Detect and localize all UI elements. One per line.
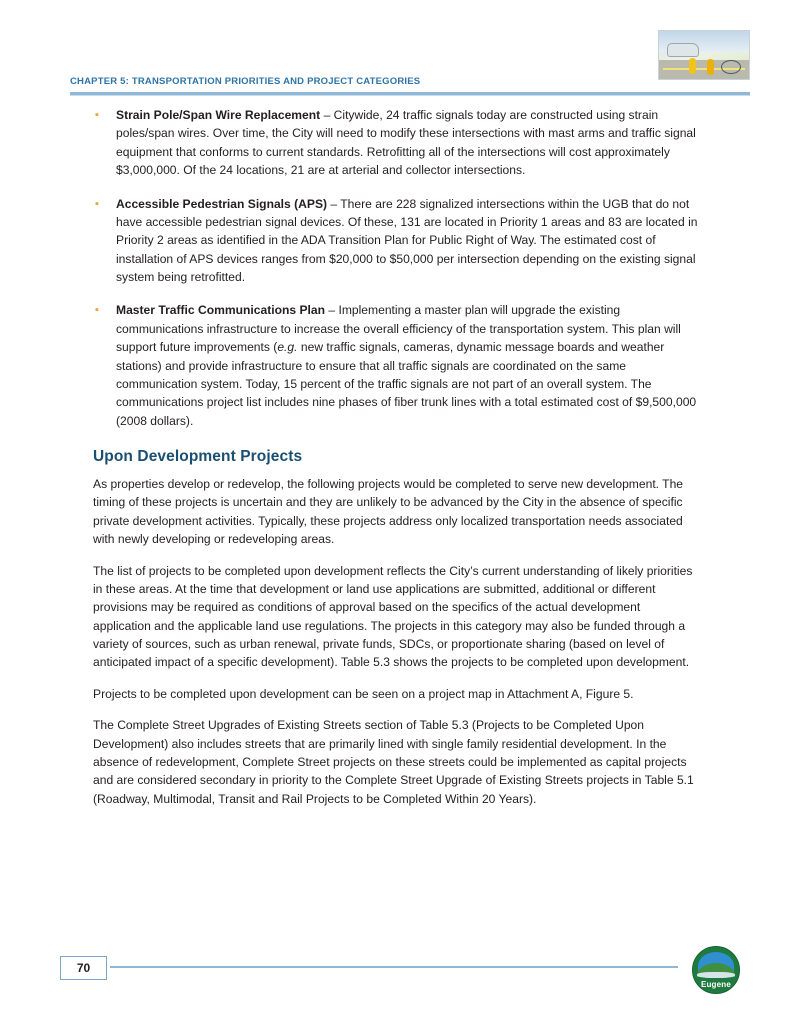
section-heading: Upon Development Projects (93, 448, 303, 465)
logo-water (697, 972, 735, 978)
bullet-list (93, 106, 701, 430)
photo-car-icon (667, 43, 699, 57)
list-item-lead: Strain Pole/Span Wire Replacement (116, 108, 321, 122)
page-footer (60, 938, 740, 990)
list-item-lead: Accessible Pedestrian Signals (APS) (116, 196, 328, 211)
logo-label: Eugene (700, 980, 732, 989)
photo-bicycle-icon (721, 60, 741, 74)
list-item-text: – There are 228 signalized intersections within the UGB that do not have accessible pedestrian signal devices. Of these, 131 are located in Priority 1 areas and 83 are located in Priority 2 areas as identified in the ADA Transition Plan for Public Right of Way. The estimated cost of installation of APS devices ranges from $20,000 to $50,000 per intersection depending on the existing signal system being retrofitted. (116, 196, 698, 284)
list-item (93, 106, 701, 180)
bullet-marker-icon: ▪ (95, 197, 99, 210)
body-paragraph: The list of projects to be completed upon development reflects the City’s current understanding of likely priorities in these areas. At the time that development or land use applications are submitted, additional or different provisions may be required as conditions of approval based on the specifics of the actual development application and the applicable land use regulations. The projects in this category may also be funded through a variety of sources, such as urban renewal, private funds, SDCs, or proportionate sharing (based on level of anticipated impact of a specific development). Table 5.3 shows the projects to be completed upon development. (93, 563, 693, 670)
body-paragraph: As properties develop or redevelop, the following projects would be completed to serve new development. The timing of these projects is uncertain and they are unlikely to be advanced by the City in the absence of specific private development activities. Typically, these projects address only localized transportation needs associated with newly developing or redeveloping areas. (93, 477, 684, 547)
list-item-text-italic: e.g. (277, 340, 298, 355)
body-paragraph: Projects to be completed upon development can be seen on a project map in Attachment A, Figure 5. (93, 686, 634, 701)
chapter-title: CHAPTER 5: TRANSPORTATION PRIORITIES AND PROJECT CATEGORIES (70, 76, 421, 87)
body-paragraph: The Complete Street Upgrades of Existing Streets section of Table 5.3 (Projects to be Completed Upon Development) also includes streets that are primarily lined with single family residential development. In the absence of redevelopment, Complete Street projects on these streets could be implemented as capital projects and are considered secondary in priority to the Complete Street Upgrade of Existing Streets projects in Table 5.1 (Roadway, Multimodal, Transit and Rail Projects to be Completed Within 20 Years). (93, 718, 694, 806)
list-item (93, 301, 701, 430)
photo-pedestrian-icon (707, 59, 714, 75)
list-item-lead: Master Traffic Communications Plan (116, 303, 326, 318)
bullet-marker-icon: ▪ (95, 304, 99, 317)
footer-divider (110, 966, 678, 968)
list-item-text: – Citywide, 24 traffic signals today are constructed using strain poles/span wires. Over time, the City will need to modify these intersections with mast arms and traffic signal equipment that conforms to current standards. Retrofitting all of the intersections will cost approximately $3,000,000. Of the 24 locations, 21 are at arterial and collector intersections. (116, 108, 696, 178)
list-item (93, 195, 701, 287)
page-content (93, 106, 701, 821)
page-number: 70 (60, 956, 107, 980)
photo-pedestrian-icon (689, 58, 696, 74)
list-item-text-part2: new traffic signals, cameras, dynamic message boards and weather stations) and provide infrastructure to ensure that all traffic signals are coordinated on the same communication system. Today, 15 percent of the traffic signals are not part of an overall system. The communications project list includes nine phases of fiber trunk lines with a total estimated cost of $9,500,000 (2008 dollars). (116, 340, 697, 428)
header-divider (70, 92, 750, 95)
header-photo-icon (658, 30, 750, 80)
bullet-marker-icon: ▪ (95, 109, 99, 121)
eugene-logo-icon (692, 946, 740, 994)
list-item-text-part1: – Implementing a master plan will upgrade the existing communications infrastructure to increase the overall efficiency of the transportation system. This plan will support future improvements ( (116, 303, 681, 355)
page-header (70, 30, 750, 92)
